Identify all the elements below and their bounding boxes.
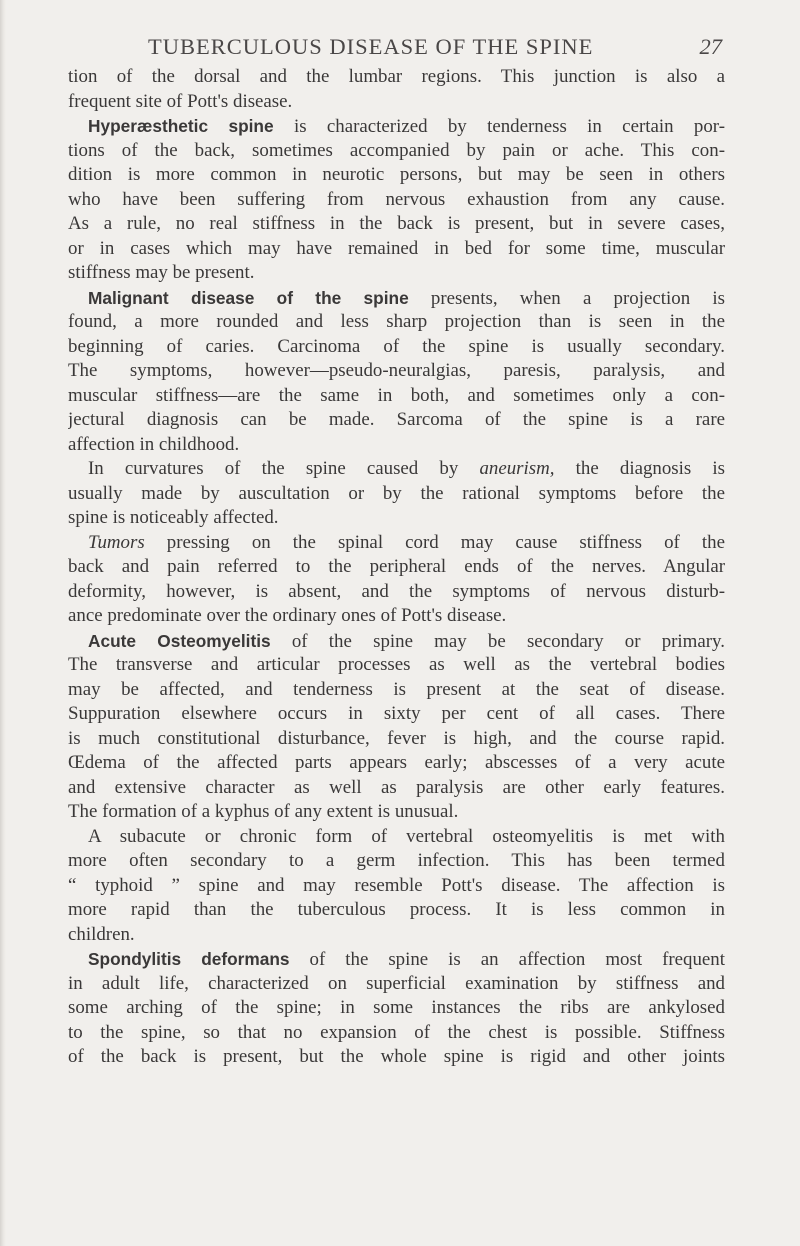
text-line: [68, 996, 725, 1021]
text-segment: may be affected, and tenderness is present at the seat of disease.: [68, 678, 725, 700]
text-segment: of the spine may be secondary or primary.: [270, 630, 725, 652]
text-segment: tions of the back, sometimes accompanied by pain or ache. This con-: [68, 139, 725, 161]
text-line: [68, 139, 725, 164]
text-line: [68, 727, 725, 752]
text-line: [68, 1021, 725, 1046]
text-line: [68, 923, 725, 948]
page-number: 27: [699, 34, 722, 59]
text-line: [68, 261, 725, 286]
text-segment: The symptoms, however—pseudo-neuralgias, paresis, paralysis, and: [68, 360, 725, 381]
text-line: [68, 65, 725, 90]
text-line: [68, 310, 725, 335]
text-segment: to the spine, so that no expansion of the chest is possible. Stiffness: [68, 1021, 725, 1043]
text-segment: or in cases which may have remained in bed for some time, muscular: [68, 237, 725, 259]
page-edge-shadow: [0, 0, 6, 1246]
text-line: [68, 506, 725, 531]
text-line: [68, 947, 725, 972]
text-segment: back and pain referred to the peripheral ends of the nerves. Angular: [68, 556, 725, 577]
text-line: [68, 874, 725, 899]
text-line: [68, 751, 725, 776]
running-head: TUBERCULOUS DISEASE OF THE SPINE: [148, 34, 594, 59]
text-line: [68, 800, 725, 825]
text-segment: In curvatures of the spine caused by: [88, 458, 480, 479]
text-line: [68, 90, 725, 115]
text-segment: The transverse and articular processes as well as the vertebral bodies: [68, 654, 725, 675]
text-line: [68, 237, 725, 262]
text-line: [68, 531, 725, 556]
text-segment: usually made by auscultation or by the rational symptoms before the: [68, 482, 725, 504]
text-line: [68, 457, 725, 482]
text-line: [68, 482, 725, 507]
text-segment: of the spine is an affection most frequent: [289, 949, 725, 970]
section-heading: Spondylitis deformans: [88, 949, 290, 969]
italic-term: aneurism,: [479, 458, 555, 479]
text-segment: presents, when a projection is: [408, 287, 725, 309]
text-segment: of the back is present, but the whole spine is rigid and other joints: [68, 1046, 725, 1067]
text-line: [68, 384, 725, 409]
italic-term: Tumors: [88, 531, 145, 553]
text-segment: some arching of the spine; in some instances the ribs are ankylosed: [68, 997, 725, 1018]
text-line: [68, 849, 725, 874]
text-segment: Œdema of the affected parts appears early; abscesses of a very acute: [68, 752, 725, 773]
text-line: [68, 702, 725, 727]
text-segment: ance predominate over the ordinary ones of Pott's disease.: [68, 605, 507, 626]
text-line: [68, 825, 725, 850]
text-segment: dition is more common in neurotic persons, but may be seen in others: [68, 164, 725, 185]
text-line: [68, 604, 725, 629]
text-segment: As a rule, no real stiffness in the back is present, but in severe cases,: [68, 213, 725, 234]
text-line: [68, 408, 725, 433]
text-line: [68, 359, 725, 384]
text-segment: and extensive character as well as paralysis are other early features.: [68, 776, 725, 798]
section-heading: Malignant disease of the spine: [88, 287, 409, 308]
section-heading: Hyperæsthetic spine: [88, 116, 274, 136]
body-text: [68, 65, 725, 1070]
text-segment: in adult life, characterized on superficial examination by stiffness and: [68, 972, 725, 994]
text-line: [68, 555, 725, 580]
text-segment: deformity, however, is absent, and the symptoms of nervous disturb-: [68, 580, 725, 602]
text-line: [68, 653, 725, 678]
text-segment: found, a more rounded and less sharp projection than is seen in the: [68, 311, 725, 332]
section-heading: Acute Osteomyelitis: [88, 630, 271, 651]
text-line: [68, 580, 725, 605]
page-header: [0, 34, 800, 60]
text-segment: more often secondary to a germ infection. This has been termed: [68, 850, 725, 871]
text-line: [68, 286, 725, 311]
text-segment: A subacute or chronic form of vertebral osteomyelitis is met with: [88, 825, 725, 847]
text-segment: The formation of a kyphus of any extent is unusual.: [68, 801, 459, 822]
text-line: [68, 335, 725, 360]
text-segment: Suppuration elsewhere occurs in sixty per cent of all cases. There: [68, 703, 725, 724]
text-line: [68, 776, 725, 801]
text-segment: frequent site of Pott's disease.: [68, 90, 293, 112]
text-line: [68, 188, 725, 213]
text-segment: spine is noticeably affected.: [68, 507, 279, 528]
text-line: [68, 433, 725, 458]
text-line: [68, 678, 725, 703]
text-segment: tion of the dorsal and the lumbar regions. This junction is also a: [68, 66, 725, 87]
text-segment: the diagnosis is: [554, 458, 725, 479]
text-segment: beginning of caries. Carcinoma of the spine is usually secondary.: [68, 335, 725, 357]
text-line: [68, 114, 725, 139]
text-segment: muscular stiffness—are the same in both, and sometimes only a con-: [68, 384, 725, 406]
text-segment: affection in childhood.: [68, 433, 240, 455]
text-line: [68, 163, 725, 188]
text-segment: jectural diagnosis can be made. Sarcoma of the spine is a rare: [68, 409, 725, 430]
text-segment: stiffness may be present.: [68, 262, 255, 283]
text-line: [68, 1045, 725, 1070]
text-segment: pressing on the spinal cord may cause stiffness of the: [144, 531, 725, 553]
text-segment: more rapid than the tuberculous process. It is less common in: [68, 899, 725, 920]
text-segment: is characterized by tenderness in certain por-: [273, 116, 725, 137]
text-segment: children.: [68, 923, 135, 945]
text-segment: is much constitutional disturbance, fever is high, and the course rapid.: [68, 727, 725, 749]
text-segment: who have been suffering from nervous exhaustion from any cause.: [68, 188, 725, 210]
text-line: [68, 972, 725, 997]
text-line: [68, 898, 725, 923]
text-segment: “ typhoid ” spine and may resemble Pott's disease. The affection is: [68, 874, 725, 896]
text-line: [68, 629, 725, 654]
text-line: [68, 212, 725, 237]
